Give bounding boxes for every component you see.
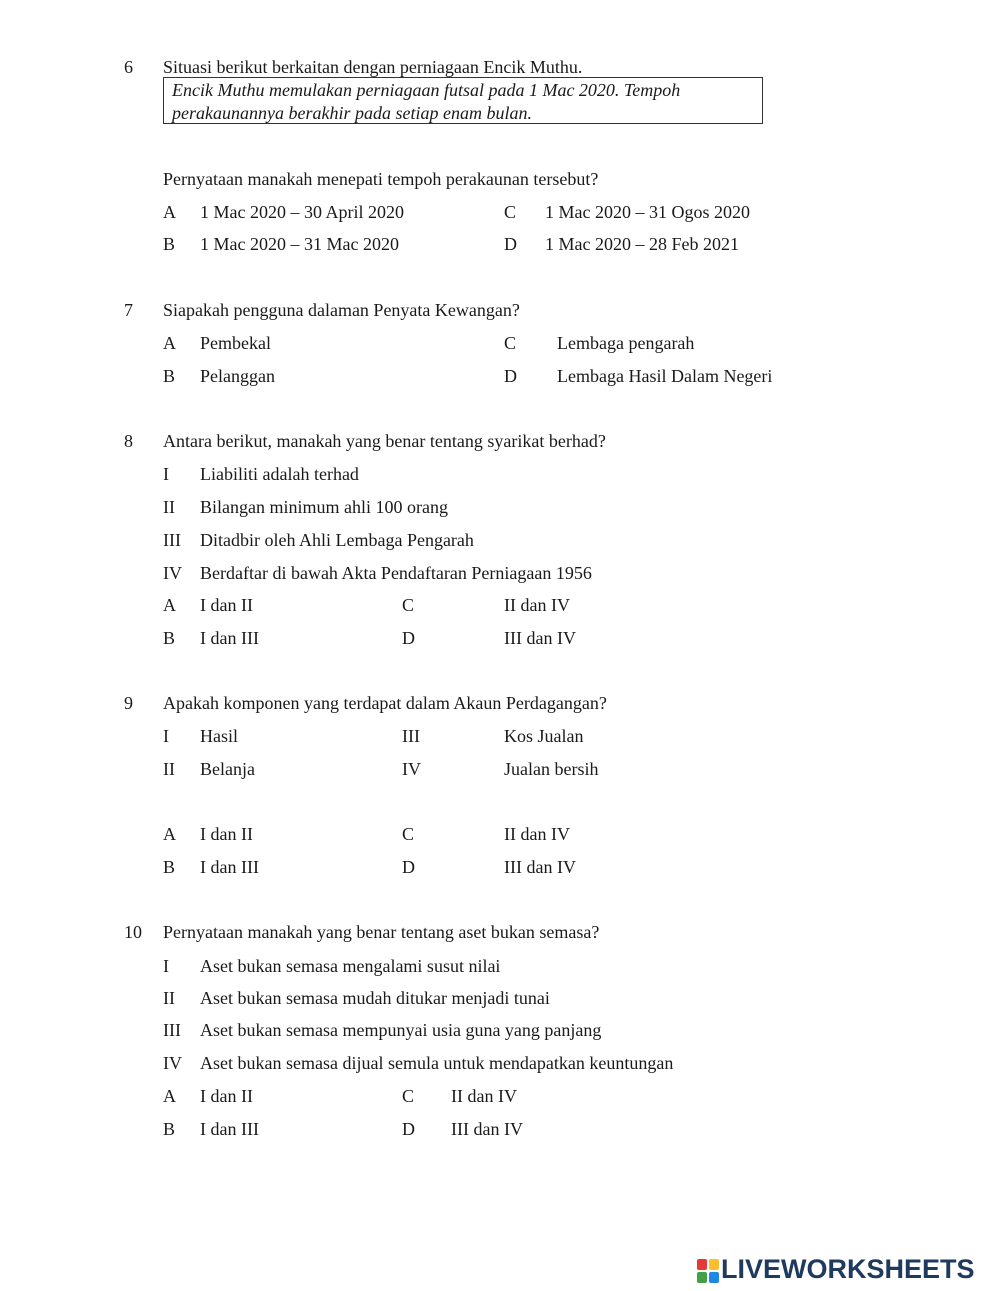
statement-roman: IV	[402, 759, 421, 779]
option-text: III dan IV	[504, 628, 576, 648]
option-text: I dan III	[200, 857, 259, 877]
question-text: Antara berikut, manakah yang benar tentang syarikat berhad?	[163, 431, 606, 451]
question-text: Pernyataan manakah yang benar tentang aset bukan semasa?	[163, 922, 600, 942]
option-text: III dan IV	[504, 857, 576, 877]
option-letter: A	[163, 595, 176, 615]
question-number: 8	[124, 431, 133, 451]
option-letter: D	[402, 857, 415, 877]
statement-text: Bilangan minimum ahli 100 orang	[200, 497, 448, 517]
statement-roman: I	[163, 726, 169, 746]
situation-box	[163, 77, 763, 124]
option-text: I dan III	[200, 1119, 259, 1139]
statement-text: Belanja	[200, 759, 255, 779]
statement-roman: III	[163, 530, 181, 550]
option-letter: A	[163, 202, 176, 222]
question-number: 6	[124, 57, 133, 77]
option-letter: C	[504, 202, 517, 222]
option-text: 1 Mac 2020 – 31 Ogos 2020	[545, 202, 750, 222]
logo-text: LIVEWORKSHEETS	[721, 1254, 975, 1284]
option-text: II dan IV	[504, 595, 570, 615]
statement-text: Kos Jualan	[504, 726, 584, 746]
statement-roman: II	[163, 497, 175, 517]
question-text: Apakah komponen yang terdapat dalam Akaun Perdagangan?	[163, 693, 607, 713]
logo-cell-green	[697, 1272, 707, 1283]
option-text: Lembaga Hasil Dalam Negeri	[557, 366, 773, 386]
logo-cell-blue	[709, 1272, 719, 1283]
option-text: I dan II	[200, 824, 253, 844]
option-letter: D	[504, 366, 517, 386]
statement-roman: II	[163, 988, 175, 1008]
option-letter: D	[402, 1119, 415, 1139]
statement-text: Berdaftar di bawah Akta Pendaftaran Perniagaan 1956	[200, 563, 592, 583]
question-number: 9	[124, 693, 133, 713]
statement-roman: I	[163, 956, 169, 976]
option-text: 1 Mac 2020 – 28 Feb 2021	[545, 234, 739, 254]
option-letter: A	[163, 1086, 176, 1106]
statement-roman: IV	[163, 1053, 182, 1073]
statement-text: Jualan bersih	[504, 759, 599, 779]
option-text: 1 Mac 2020 – 31 Mac 2020	[200, 234, 399, 254]
question-stem: Situasi berikut berkaitan dengan perniagaan Encik Muthu.	[163, 57, 583, 77]
situation-line-1: Encik Muthu memulakan perniagaan futsal pada 1 Mac 2020. Tempoh	[172, 80, 681, 100]
option-letter: B	[163, 1119, 176, 1139]
option-letter: C	[402, 1086, 415, 1106]
option-text: Pembekal	[200, 333, 271, 353]
logo-cell-yellow	[709, 1259, 719, 1270]
statement-text: Liabiliti adalah terhad	[200, 464, 359, 484]
question-number: 7	[124, 300, 133, 320]
option-letter: B	[163, 366, 176, 386]
statement-text: Aset bukan semasa dijual semula untuk mendapatkan keuntungan	[200, 1053, 674, 1073]
logo-icon	[697, 1259, 719, 1283]
option-letter: A	[163, 333, 176, 353]
statement-roman: III	[402, 726, 420, 746]
option-text: 1 Mac 2020 – 30 April 2020	[200, 202, 404, 222]
statement-text: Aset bukan semasa mengalami susut nilai	[200, 956, 501, 976]
statement-roman: III	[163, 1020, 181, 1040]
option-letter: C	[402, 824, 415, 844]
option-letter: B	[163, 628, 176, 648]
option-text: Lembaga pengarah	[557, 333, 695, 353]
statement-text: Ditadbir oleh Ahli Lembaga Pengarah	[200, 530, 474, 550]
statement-roman: II	[163, 759, 175, 779]
option-letter: D	[402, 628, 415, 648]
option-text: I dan II	[200, 1086, 253, 1106]
option-letter: B	[163, 857, 176, 877]
option-letter: B	[163, 234, 176, 254]
option-text: I dan II	[200, 595, 253, 615]
liveworksheets-logo	[697, 1256, 993, 1286]
statement-text: Aset bukan semasa mudah ditukar menjadi tunai	[200, 988, 550, 1008]
option-letter: A	[163, 824, 176, 844]
option-text: Pelanggan	[200, 366, 275, 386]
situation-line-2: perakaunannya berakhir pada setiap enam bulan.	[172, 103, 532, 123]
option-text: I dan III	[200, 628, 259, 648]
question-number: 10	[124, 922, 142, 942]
option-letter: D	[504, 234, 517, 254]
statement-roman: I	[163, 464, 169, 484]
logo-cell-red	[697, 1259, 707, 1270]
option-letter: C	[402, 595, 415, 615]
question-text: Siapakah pengguna dalaman Penyata Kewangan?	[163, 300, 520, 320]
statement-text: Aset bukan semasa mempunyai usia guna yang panjang	[200, 1020, 602, 1040]
question-text: Pernyataan manakah menepati tempoh perakaunan tersebut?	[163, 169, 599, 189]
statement-text: Hasil	[200, 726, 238, 746]
option-letter: C	[504, 333, 517, 353]
option-text: II dan IV	[451, 1086, 517, 1106]
option-text: II dan IV	[504, 824, 570, 844]
statement-roman: IV	[163, 563, 182, 583]
option-text: III dan IV	[451, 1119, 523, 1139]
